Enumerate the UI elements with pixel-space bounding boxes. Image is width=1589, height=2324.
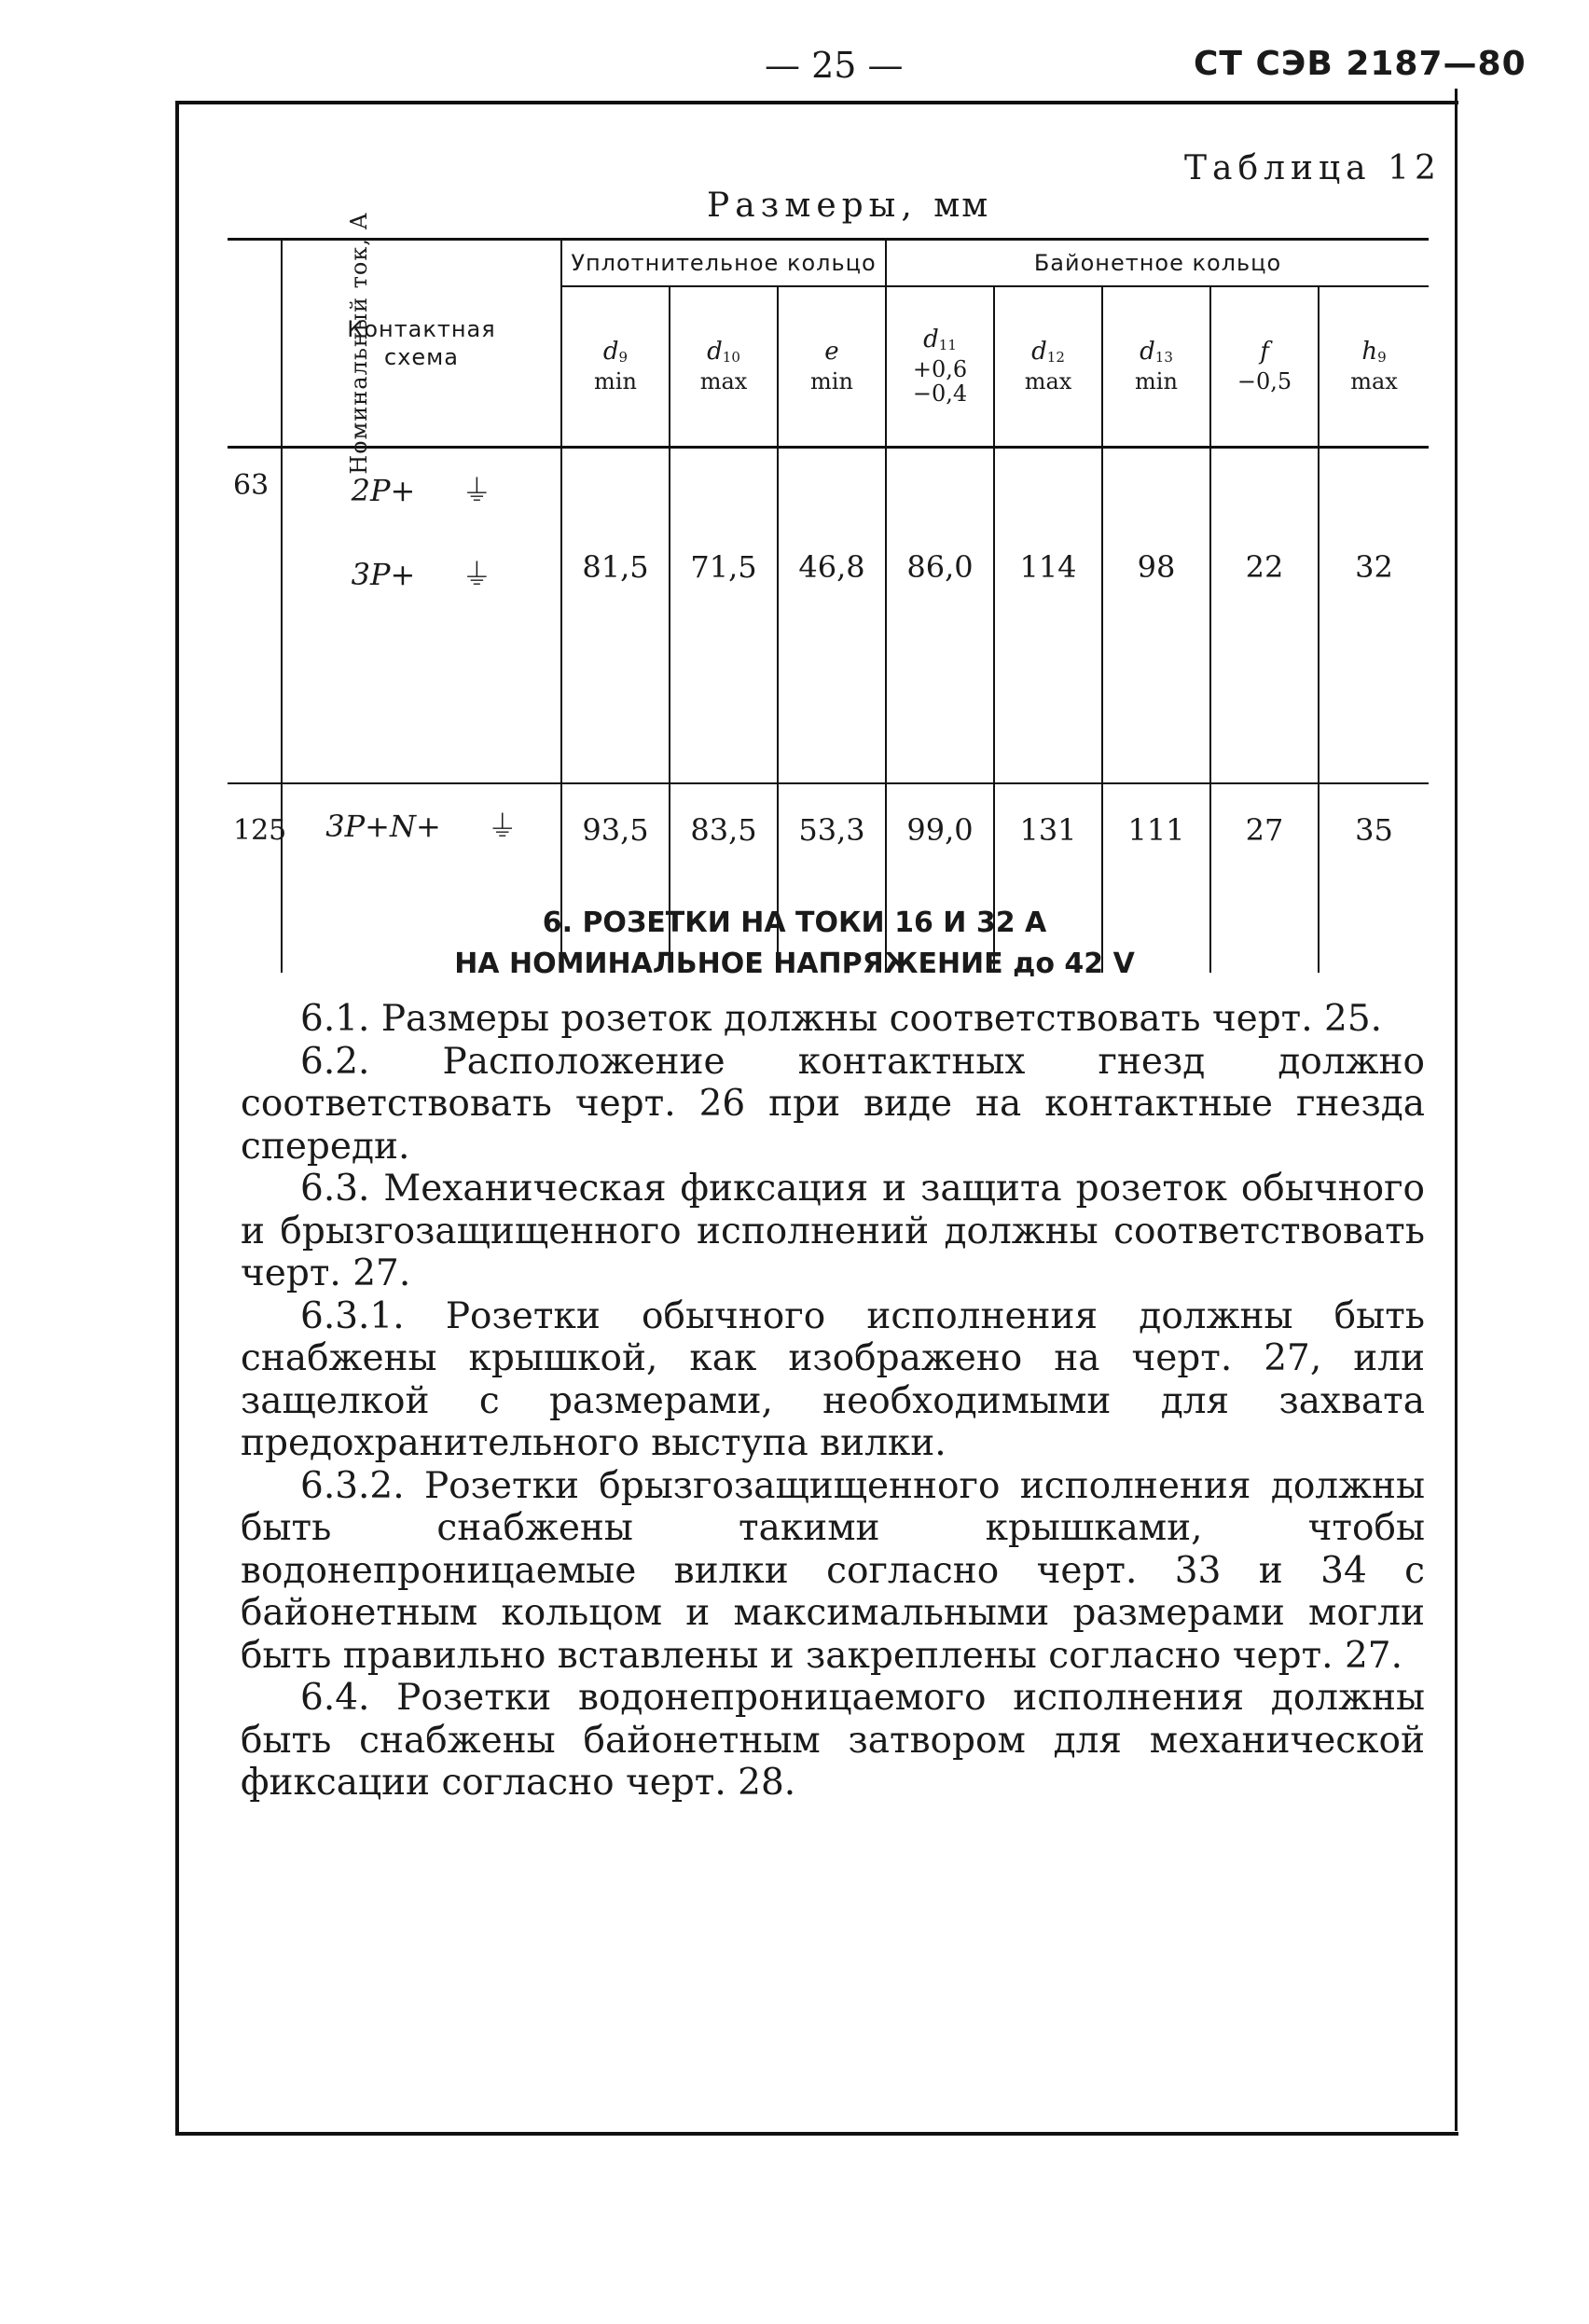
table-row — [228, 448, 1429, 784]
dimensions-caption-text: Размеры, — [707, 187, 918, 225]
header-scheme-line1: Контактная — [347, 316, 496, 342]
column-limit: max — [699, 368, 748, 394]
cell-value: 99,0 — [886, 783, 994, 973]
paragraph: 6.3.1. Розетки обычного исполнения должны быть снабжены крышкой, как изображено на черт. 27, или защелкой с размерами, необходимыми для захвата предохранительного выступа вилки. — [241, 1294, 1425, 1464]
paragraph: 6.1. Размеры розеток должны соответствовать черт. 25. — [300, 998, 1383, 1040]
page-number: — 25 — — [765, 45, 904, 86]
ground-symbol-icon: ⏚ — [462, 557, 492, 592]
cell-current: 63 — [228, 448, 282, 784]
column-symbol: e — [824, 338, 839, 366]
column-limit: min — [1135, 368, 1178, 394]
column-limit: min — [810, 368, 853, 394]
cell-value: 81,5 — [561, 448, 670, 784]
paragraph: 6.3. Механическая фиксация и защита розеток обычного и брызгозащищенного исполнений должны соответствовать черт. 27. — [241, 1168, 1425, 1294]
cell-value: 71,5 — [670, 448, 778, 784]
column-header — [1319, 286, 1429, 448]
column-limit: max — [1024, 368, 1072, 394]
cell-value: 27 — [1210, 783, 1319, 973]
column-symbol: $d_{10}$ — [707, 338, 740, 366]
cell-value: 86,0 — [886, 448, 994, 784]
cell-value: 35 — [1319, 783, 1429, 973]
column-header — [561, 286, 670, 448]
dimensions-caption — [707, 187, 989, 225]
column-header — [994, 286, 1102, 448]
scheme-label: 3P+N+ — [325, 809, 441, 844]
cell-value: 98 — [1102, 448, 1210, 784]
column-symbol: $d_{11}$ — [923, 325, 957, 353]
cell-value: 53,3 — [778, 783, 886, 973]
column-header — [1102, 286, 1210, 448]
table-number: Таблица 12 — [1184, 149, 1442, 187]
cell-value: 93,5 — [561, 783, 670, 973]
frame-right-rule — [1455, 89, 1458, 2131]
header-scheme — [282, 240, 561, 448]
scheme-label: 2P+ — [351, 473, 416, 508]
column-symbol: $d_{12}$ — [1031, 338, 1065, 366]
column-symbol: $d_9$ — [602, 338, 629, 366]
cell-current: 125 — [228, 783, 282, 973]
column-header — [778, 286, 886, 448]
cell-contact-scheme — [282, 448, 561, 784]
body-text — [241, 998, 1425, 1805]
column-symbol: f — [1260, 338, 1269, 366]
section-title-line1: 6. РОЗЕТКИ НА ТОКИ 16 И 32 А — [542, 906, 1047, 939]
column-symbol: $d_{13}$ — [1140, 338, 1173, 366]
cell-value: 46,8 — [778, 448, 886, 784]
column-header — [670, 286, 778, 448]
column-limit: min — [594, 368, 637, 394]
ground-symbol-icon: ⏚ — [487, 809, 518, 844]
cell-value: 114 — [994, 448, 1102, 784]
column-header — [1210, 286, 1319, 448]
header-scheme-line2: схема — [384, 344, 459, 370]
column-symbol: $h_9$ — [1361, 338, 1387, 366]
header-current-label: Номинальный ток, А — [345, 212, 372, 475]
document-code: СТ СЭВ 2187—80 — [1194, 45, 1527, 83]
header-group-sealing-ring: Уплотнительное кольцо — [561, 240, 886, 287]
ground-symbol-icon: ⏚ — [462, 473, 492, 508]
header-group-bayonet-ring: Байонетное кольцо — [886, 240, 1429, 287]
cell-value: 32 — [1319, 448, 1429, 784]
section-title-line2: НА НОМИНАЛЬНОЕ НАПРЯЖЕНИЕ до 42 V — [454, 948, 1135, 980]
column-limit: max — [1350, 368, 1398, 394]
header-current — [228, 212, 372, 475]
cell-value: 22 — [1210, 448, 1319, 784]
paragraph: 6.4. Розетки водонепроницаемого исполнения должны быть снабжены байонетным затвором для механической фиксации согласно черт. 28. — [241, 1677, 1425, 1804]
dimensions-unit: мм — [933, 187, 990, 225]
frame-left-rule — [175, 101, 179, 2134]
cell-value: 83,5 — [670, 783, 778, 973]
scheme-label: 3P+ — [351, 557, 416, 592]
frame-top-rule — [175, 101, 1458, 104]
column-header — [886, 286, 994, 448]
dimensions-table — [228, 212, 1429, 973]
cell-value: 131 — [994, 783, 1102, 973]
column-limit: +0,6 −0,4 — [912, 356, 968, 407]
paragraph: 6.3.2. Розетки брызгозащищенного исполнения должны быть снабжены такими крышками, чтобы водонепроницаемые вилки согласно черт. 33 и 34 с байонетным кольцом и максимальными размерами могли быть правильно вставлены и закреплены согласно черт. 27. — [241, 1464, 1425, 1677]
column-limit: −0,5 — [1237, 368, 1292, 394]
paragraph: 6.2. Расположение контактных гнезд должно соответствовать черт. 26 при виде на контактные гнезда спереди. — [241, 1040, 1425, 1168]
frame-bottom-rule — [175, 2132, 1458, 2136]
cell-value: 111 — [1102, 783, 1210, 973]
